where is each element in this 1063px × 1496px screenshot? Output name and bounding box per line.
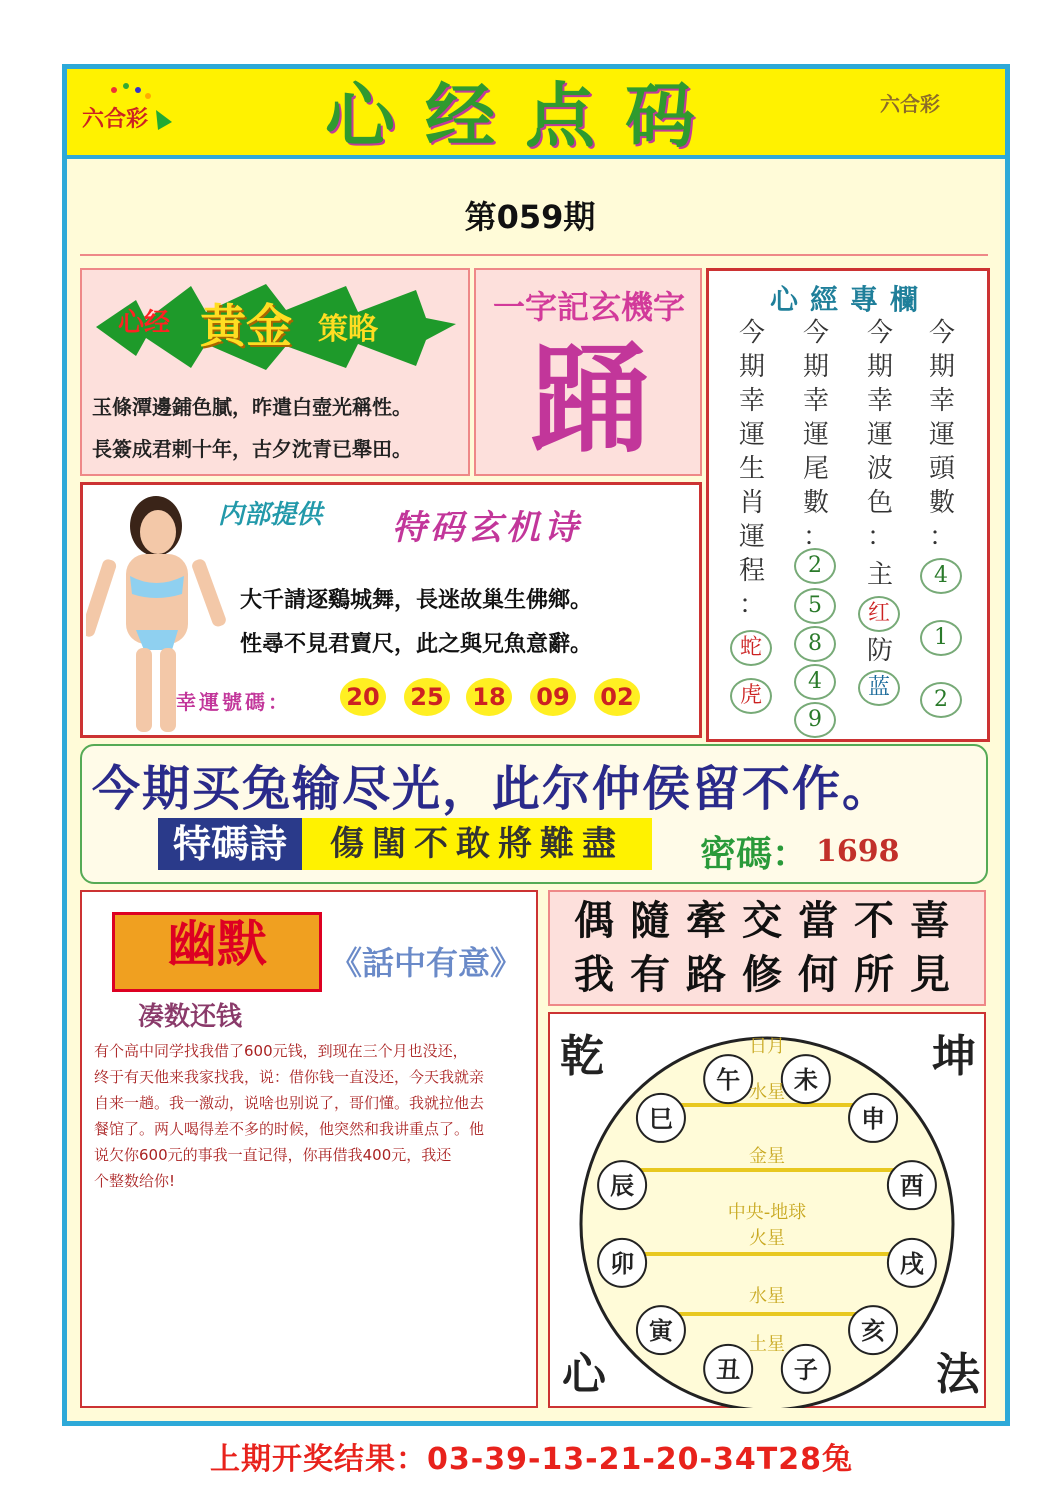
tail-circle: 2 — [794, 548, 836, 584]
branch-label: 酉 — [899, 1171, 924, 1201]
tail-circle: 9 — [794, 702, 836, 738]
joke-body — [94, 1038, 524, 1194]
column-char: 期 — [928, 352, 955, 382]
zodiac-circle: 蛇 — [730, 630, 772, 666]
humor-badge-text: 幽默 — [167, 914, 267, 973]
color-circle: 红 — [858, 596, 900, 632]
logo-left-text: 六合彩 — [82, 107, 149, 132]
internal-label: 内部提供 — [218, 500, 323, 530]
logo-right: 六合彩 — [880, 92, 940, 116]
column-char: 今 — [928, 318, 955, 348]
branch-label: 戌 — [899, 1248, 924, 1278]
lucky-number-ball: 20 — [340, 678, 386, 716]
logo-left — [76, 80, 176, 140]
gold-banner-small: 心经 — [118, 308, 171, 338]
joke-line: 自来一趟。我一激动，说啥也别说了，哥们懂。我就拉他去 — [94, 1094, 485, 1112]
column-color — [860, 316, 900, 592]
column-head — [922, 316, 962, 554]
tail-circle: 4 — [794, 664, 836, 700]
column-char: 尾 — [802, 454, 829, 484]
column-char: 今 — [802, 318, 829, 348]
gold-poem — [92, 386, 472, 470]
page-title: 心经点码 — [325, 74, 725, 157]
column-char: 生 — [738, 454, 765, 484]
slogan: 今期买兔输尽光，此尔仲侯留不作。 — [92, 761, 893, 817]
column-char: 頭 — [928, 454, 955, 484]
head-circle: 4 — [920, 558, 962, 594]
corner-qian: 乾 — [560, 1031, 604, 1082]
column-char: 期 — [738, 352, 765, 382]
color-circle: 蓝 — [858, 670, 900, 706]
column-char: ： — [802, 522, 829, 552]
column-char: 期 — [866, 352, 893, 382]
column-char: 主 — [866, 560, 893, 590]
joke-line: 餐馆了。两人喝得差不多的时候，他突然和我讲重点了。他 — [94, 1120, 485, 1138]
column-char: 波 — [866, 454, 893, 484]
issue-number: 第059期 — [464, 198, 596, 236]
planet-label: 水星 — [749, 1082, 785, 1103]
branch-label: 未 — [793, 1065, 818, 1095]
joke-line: 有个高中同学找我借了600元钱，到现在三个月也没还， — [94, 1042, 468, 1060]
column-char: 程 — [738, 556, 765, 586]
planet-label: 水星 — [749, 1286, 785, 1307]
lucky-number-label: 幸運號碼： — [176, 690, 291, 714]
mystery-poem-line: 大千請逐鷄城舞，長迷故巢生佛鄉。 — [240, 587, 593, 613]
mystery-poem-line: 性尋不見君賣尺，此之與兄魚意辭。 — [240, 631, 593, 657]
planet-label: 火星 — [749, 1228, 785, 1249]
branch-label: 寅 — [648, 1316, 673, 1346]
column-char: 幸 — [738, 386, 765, 416]
head-circle: 1 — [920, 620, 962, 656]
joke-line: 终于有天他来我家找我，说：借你钱一直没还，今天我就亲 — [94, 1068, 485, 1086]
planet-label: 中央-地球 — [727, 1202, 807, 1223]
corner-kun: 坤 — [932, 1031, 976, 1082]
tema-poem-label: 特碼詩 — [158, 818, 302, 870]
password-label: 密碼： — [700, 834, 809, 875]
column-char: ： — [928, 522, 955, 552]
couplet-line: 我有路修何所見 — [574, 951, 966, 998]
zodiac-wheel — [548, 1012, 986, 1408]
password-value: 1698 — [816, 834, 900, 869]
lucky-number-ball: 02 — [594, 678, 640, 716]
gold-strategy-banner — [96, 282, 456, 372]
column-char: ： — [738, 590, 765, 620]
column-zodiac — [732, 316, 772, 622]
branch-label: 辰 — [610, 1171, 635, 1201]
tema-poem-text: 傷閨不敢將難盡 — [302, 818, 652, 870]
column-char: 運 — [738, 522, 765, 552]
couplet — [560, 894, 980, 1002]
column-char: 數 — [928, 488, 955, 518]
column-char: 今 — [738, 318, 765, 348]
planet-label: 金星 — [749, 1146, 785, 1167]
branch-label: 巳 — [648, 1103, 673, 1133]
column-char: 運 — [928, 420, 955, 450]
branch-label: 子 — [793, 1354, 818, 1384]
planet-label: 日月 — [749, 1036, 785, 1057]
lucky-number-ball: 25 — [404, 678, 450, 716]
lucky-number-ball: 18 — [466, 678, 512, 716]
couplet-line: 偶隨牽交當不喜 — [574, 897, 966, 944]
last-draw-result: 上期开奖结果：03-39-13-21-20-34T28兔 — [210, 1442, 853, 1477]
column-tail — [796, 316, 836, 554]
column-char: ： — [866, 522, 893, 552]
column-char: 幸 — [802, 386, 829, 416]
branch-label: 午 — [716, 1065, 741, 1095]
column-char: 運 — [866, 420, 893, 450]
joke-title: 凑数还钱 — [138, 1002, 243, 1032]
column-char: 幸 — [928, 386, 955, 416]
mystery-char-title: 一字記玄機字 — [492, 288, 685, 326]
gold-banner-big: 黄金 — [200, 299, 292, 353]
column-char: 運 — [802, 420, 829, 450]
mystery-char: 踊 — [530, 330, 649, 469]
column-char: 期 — [802, 352, 829, 382]
tail-circle: 8 — [794, 626, 836, 662]
column-char: 數 — [802, 488, 829, 518]
gold-poem-line: 玉條潭邊鋪色膩，昨遣白壺光稱性。 — [92, 395, 412, 419]
corner-xin: 心 — [562, 1349, 606, 1400]
column-char: 運 — [738, 420, 765, 450]
lucky-number-ball: 09 — [530, 678, 576, 716]
mystery-poem — [240, 578, 700, 666]
poem-box-title: 特码玄机诗 — [392, 508, 582, 548]
column-char: 幸 — [866, 386, 893, 416]
corner-fa: 法 — [936, 1349, 980, 1400]
branch-label: 申 — [861, 1103, 886, 1133]
tail-circle: 5 — [794, 588, 836, 624]
color-text: 防 — [866, 636, 893, 666]
column-char: 色 — [866, 488, 893, 518]
branch-label: 卯 — [610, 1248, 635, 1278]
gold-banner-tail: 策略 — [318, 312, 378, 347]
joke-line: 个整数给你! — [94, 1172, 176, 1190]
column-char: 今 — [866, 318, 893, 348]
joke-line: 说欠你600元的事我一直记得，你再借我400元，我还 — [94, 1146, 452, 1164]
joke-subtitle: 《話中有意》 — [330, 944, 523, 982]
zodiac-circle: 虎 — [730, 678, 772, 714]
planet-label: 土星 — [749, 1334, 785, 1355]
gold-poem-line: 長簽成君剌十年，古夕沈青已舉田。 — [92, 437, 412, 461]
branch-label: 丑 — [716, 1354, 741, 1384]
column-char: 肖 — [738, 488, 765, 518]
branch-label: 亥 — [861, 1316, 886, 1346]
column-title: 心經專欄 — [769, 283, 930, 316]
head-circle: 2 — [920, 682, 962, 718]
